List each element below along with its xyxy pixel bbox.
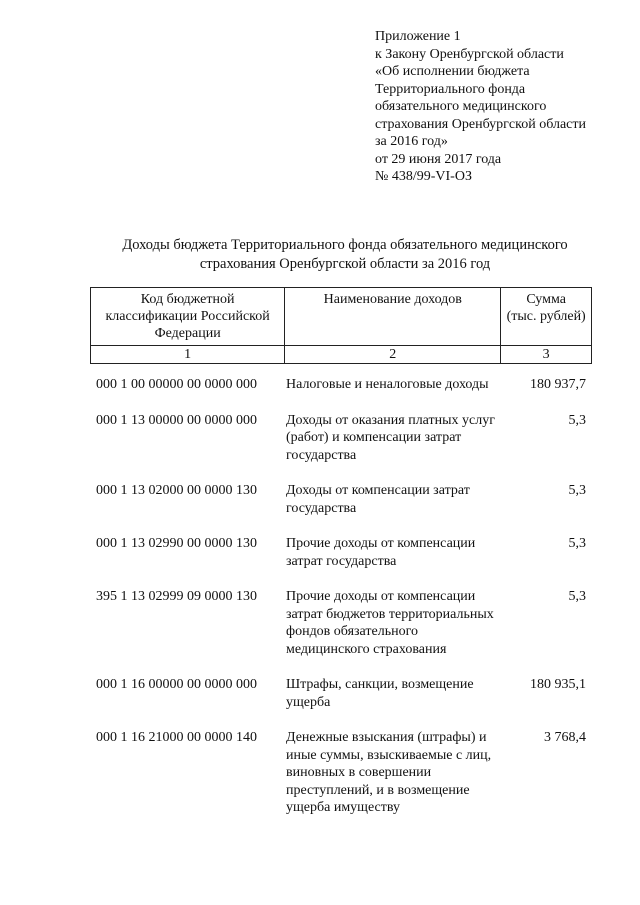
- column-number-row: [91, 346, 592, 364]
- table-row: [90, 588, 592, 658]
- annex-block: [375, 28, 630, 186]
- row-code: 000 1 13 00000 00 0000 000: [96, 412, 257, 428]
- row-name: Доходы от компенсации затрат государства: [286, 483, 470, 516]
- annex-line: от 29 июня 2017 года: [375, 151, 502, 167]
- header-code-line: Код бюджетной: [140, 292, 235, 307]
- annex-line: № 438/99-VI-ОЗ: [375, 169, 472, 184]
- column-number: 1: [91, 346, 285, 364]
- title-line-2: страхования Оренбургской области за 2016 год: [199, 256, 491, 272]
- annex-line: обязательного медицинского: [375, 99, 547, 114]
- annex-line: Территориального фонда: [375, 81, 526, 97]
- header-sum: [501, 288, 592, 346]
- row-sum: 180 937,7: [530, 377, 586, 392]
- row-name: Прочие доходы от компенсации затрат бюджетов территориальных фондов обязательного медицинского страхования: [286, 589, 494, 657]
- row-sum: 5,3: [568, 589, 586, 604]
- header-sum-line: Сумма: [526, 292, 566, 307]
- row-sum: 3 768,4: [544, 730, 586, 745]
- table-row: [90, 535, 592, 570]
- row-code: 000 1 16 21000 00 0000 140: [96, 730, 257, 745]
- revenue-table-header: [90, 287, 592, 364]
- header-name: [285, 288, 501, 346]
- table-row: [90, 376, 592, 394]
- header-code: [91, 288, 285, 346]
- revenue-rows: [90, 376, 592, 835]
- header-sum-line: (тыс. рублей): [506, 309, 586, 324]
- annex-line: страхования Оренбургской области: [375, 116, 586, 132]
- row-name: Налоговые и неналоговые доходы: [286, 377, 489, 392]
- title-line-1: Доходы бюджета Территориального фонда обязательного медицинского: [122, 237, 568, 253]
- row-code: 000 1 13 02000 00 0000 130: [96, 483, 257, 498]
- row-name: Штрафы, санкции, возмещение ущерба: [286, 677, 474, 710]
- header-code-line: классификации Российской: [105, 309, 270, 324]
- annex-line: «Об исполнении бюджета: [375, 64, 530, 79]
- header-row: [91, 288, 592, 346]
- row-sum: 5,3: [568, 412, 586, 428]
- annex-line: Приложение 1: [375, 29, 461, 44]
- document-title: [60, 236, 630, 274]
- table-row: [90, 412, 592, 465]
- header-code-line: Федерации: [154, 326, 221, 341]
- row-name: Денежные взыскания (штрафы) и иные суммы, взыскиваемые с лиц, виновных в совершении преступлений, и в возмещение ущерба имуществу: [286, 730, 492, 815]
- column-number: 3: [501, 346, 592, 364]
- row-name: Прочие доходы от компенсации затрат государства: [286, 536, 476, 569]
- row-code: 395 1 13 02999 09 0000 130: [96, 589, 257, 604]
- row-sum: 5,3: [568, 483, 586, 498]
- annex-line: за 2016 год»: [375, 134, 448, 149]
- row-code: 000 1 00 00000 00 0000 000: [96, 377, 257, 392]
- row-sum: 180 935,1: [530, 677, 586, 692]
- table-row: [90, 676, 592, 711]
- row-name: Доходы от оказания платных услуг (работ) и компенсации затрат государства: [286, 412, 495, 463]
- row-sum: 5,3: [568, 536, 586, 551]
- header-name-line: Наименование доходов: [323, 292, 462, 307]
- row-code: 000 1 13 02990 00 0000 130: [96, 536, 257, 551]
- annex-line: к Закону Оренбургской области: [375, 46, 564, 62]
- row-code: 000 1 16 00000 00 0000 000: [96, 677, 257, 692]
- column-number: 2: [285, 346, 501, 364]
- table-row: [90, 482, 592, 517]
- table-row: [90, 729, 592, 817]
